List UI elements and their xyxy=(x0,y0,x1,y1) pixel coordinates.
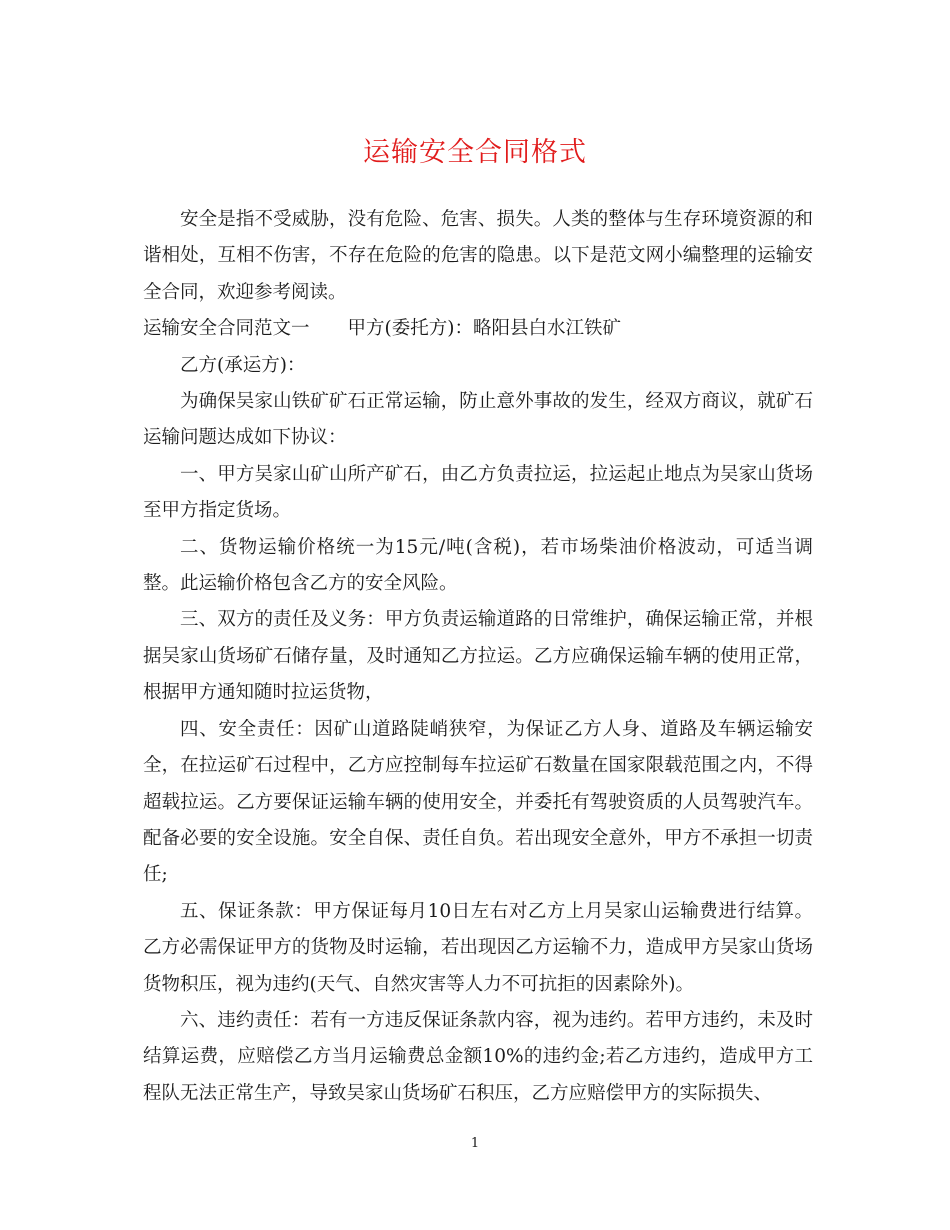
purpose-paragraph: 为确保吴家山铁矿矿石正常运输，防止意外事故的发生，经双方商议，就矿石运输问题达成如下协议： xyxy=(143,391,813,449)
document-title: 运输安全合同格式 xyxy=(363,137,587,168)
contract-heading-line xyxy=(143,311,813,347)
party-b-line: 乙方(承运方)： xyxy=(180,354,306,376)
clause-6: 六、违约责任：若有一方违反保证条款内容，视为违约。若甲方违约，未及时结算运费，应赔偿乙方当月运输费总金额10%的违约金;若乙方违约，造成甲方工程队无法正常生产，导致吴家山货场矿石积压，乙方应赔偿甲方的实际损失、 xyxy=(143,1009,813,1104)
document-body xyxy=(143,202,813,1112)
page-number: 1 xyxy=(470,1136,480,1151)
clause-2: 二、货物运输价格统一为15元/吨(含税)，若市场柴油价格波动，可适当调整。此运输价格包含乙方的安全风险。 xyxy=(143,536,813,595)
clause-1: 一、甲方吴家山矿山所产矿石，由乙方负责拉运，拉运起止地点为吴家山货场至甲方指定货场。 xyxy=(143,463,813,522)
party-a-line: 甲方(委托方)：略阳县白水江铁矿 xyxy=(347,318,621,340)
clause-4: 四、安全责任：因矿山道路陡峭狭窄，为保证乙方人身、道路及车辆运输安全，在拉运矿石过程中，乙方应控制每车拉运矿石数量在国家限载范围之内，不得超载拉运。乙方要保证运输车辆的使用安全，并委托有驾驶资质的人员驾驶汽车。配备必要的安全设施。安全自保、责任自负。若出现安全意外，甲方不承担一切责任; xyxy=(143,718,813,886)
clause-3: 三、双方的责任及义务：甲方负责运输道路的日常维护，确保运输正常，并根据吴家山货场矿石储存量，及时通知乙方拉运。乙方应确保运输车辆的使用正常，根据甲方通知随时拉运货物， xyxy=(143,609,813,704)
contract-sample-heading: 运输安全合同范文一 xyxy=(143,318,310,340)
intro-paragraph: 安全是指不受威胁，没有危险、危害、损失。人类的整体与生存环境资源的和谐相处，互相不伤害，不存在危险的危害的隐患。以下是范文网小编整理的运输安全合同，欢迎参考阅读。 xyxy=(143,209,813,303)
clause-5: 五、保证条款：甲方保证每月10日左右对乙方上月吴家山运输费进行结算。乙方必需保证甲方的货物及时运输，若出现因乙方运输不力，造成甲方吴家山货场货物积压，视为违约(天气、自然灾害等人力不可抗拒的因素除外)。 xyxy=(143,900,813,995)
